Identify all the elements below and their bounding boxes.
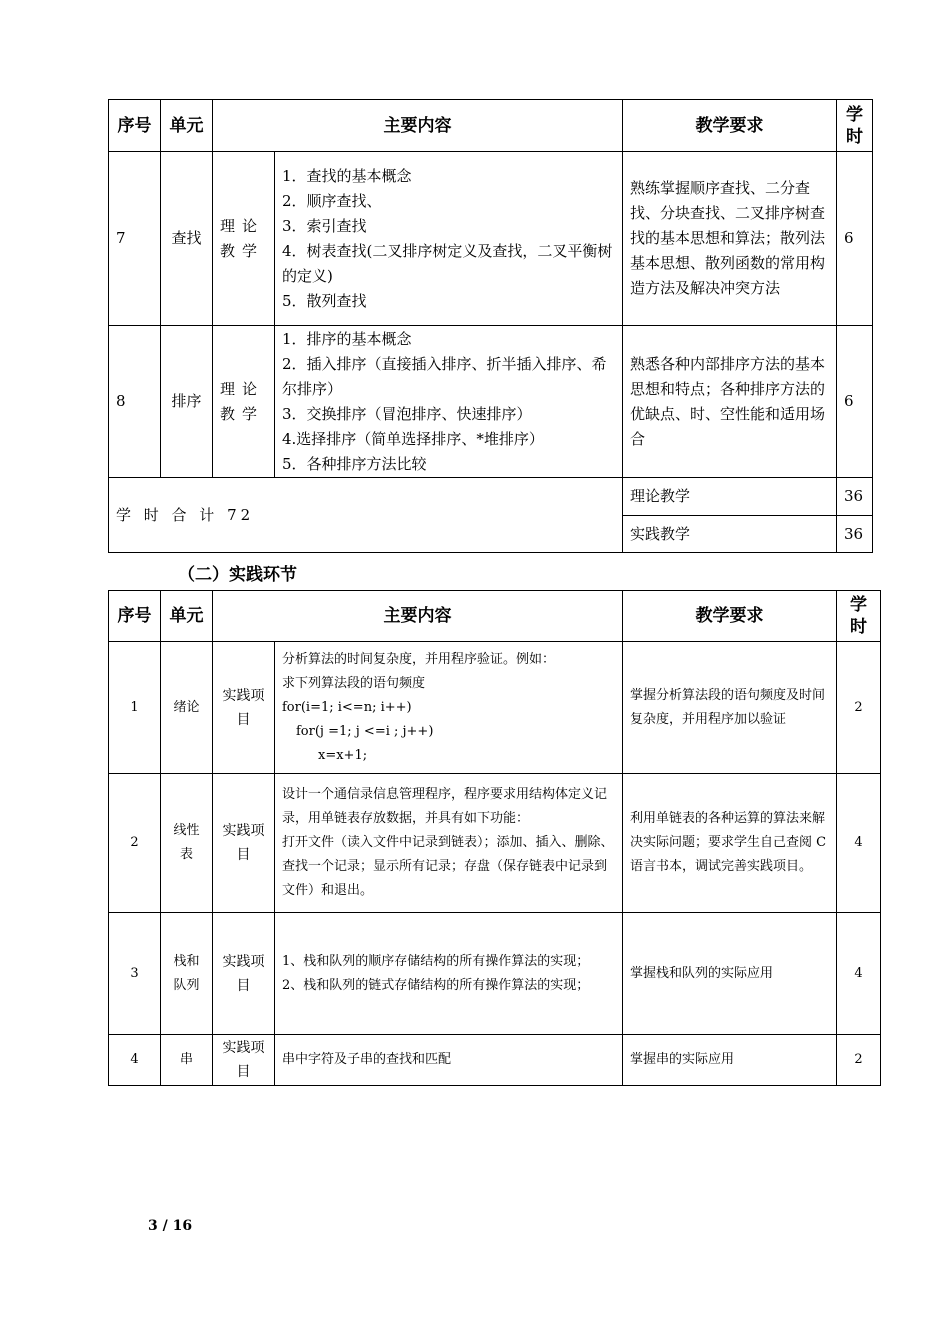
- row-hours: 2: [837, 642, 881, 774]
- header-no: 序号: [109, 100, 161, 152]
- row-type: 理论教学: [213, 326, 275, 478]
- header-unit: 单元: [161, 100, 213, 152]
- content-line: 5．散列查找: [282, 291, 367, 310]
- row-content: [275, 152, 623, 326]
- section-title: （二）实践环节: [178, 565, 297, 585]
- row-type: 实践项目: [213, 1035, 275, 1086]
- content-line: 2．顺序查找、: [282, 191, 382, 210]
- table-row: [109, 642, 881, 774]
- row-requirement: 掌握栈和队列的实际应用: [623, 913, 837, 1035]
- row-unit: 串: [161, 1035, 213, 1086]
- table-row: [109, 152, 873, 326]
- table-row: [109, 326, 873, 478]
- content-line: x=x+1;: [318, 747, 368, 763]
- content-line: 3．交换排序（冒泡排序、快速排序）: [282, 404, 532, 423]
- practice-table: [108, 590, 881, 1086]
- content-line: 分析算法的时间复杂度，并用程序验证。例如：: [282, 651, 556, 667]
- row-no: 4: [109, 1035, 161, 1086]
- content-line: for(i=1; i<=n; i++): [282, 699, 412, 715]
- row-unit: 线性表: [161, 774, 213, 913]
- table-header-row: [109, 100, 873, 152]
- table-row: [109, 913, 881, 1035]
- header-hours: 学时: [837, 591, 881, 642]
- total-row: [109, 478, 873, 516]
- row-hours: 2: [837, 1035, 881, 1086]
- header-content: 主要内容: [213, 100, 623, 152]
- row-unit: 排序: [161, 326, 213, 478]
- row-hours: 4: [837, 913, 881, 1035]
- content-line: 1．排序的基本概念: [282, 329, 412, 348]
- row-hours: 4: [837, 774, 881, 913]
- row-no: 8: [109, 326, 161, 478]
- content-line: 5．各种排序方法比较: [282, 454, 427, 473]
- content-line: for(j =1; j <=i ; j++): [296, 723, 434, 739]
- row-requirement: 掌握分析算法段的语句频度及时间复杂度，并用程序加以验证: [623, 642, 837, 774]
- row-requirement: 掌握串的实际应用: [623, 1035, 837, 1086]
- content-line: 2．插入排序（直接插入排序、折半插入排序、希尔排序）: [282, 354, 607, 398]
- page-number: 3 / 16: [148, 1218, 193, 1234]
- row-type: 理论教学: [213, 152, 275, 326]
- row-content: [275, 774, 623, 913]
- row-unit: 查找: [161, 152, 213, 326]
- header-requirement: 教学要求: [623, 591, 837, 642]
- header-hours: 学时: [837, 100, 873, 152]
- row-no: 3: [109, 913, 161, 1035]
- row-content: [275, 642, 623, 774]
- row-requirement: 熟悉各种内部排序方法的基本思想和特点；各种排序方法的优缺点、时、空性能和适用场合: [623, 326, 837, 478]
- header-content: 主要内容: [213, 591, 623, 642]
- row-hours: 6: [837, 326, 873, 478]
- table-header-row: [109, 591, 881, 642]
- row-requirement: 利用单链表的各种运算的算法来解决实际问题；要求学生自己查阅 C 语言书本，调试完善实践项目。: [623, 774, 837, 913]
- row-no: 2: [109, 774, 161, 913]
- row-unit: 栈和队列: [161, 913, 213, 1035]
- table-row: [109, 1035, 881, 1086]
- row-type: 实践项目: [213, 642, 275, 774]
- theory-table: [108, 99, 873, 553]
- theory-label: 理论教学: [623, 478, 837, 516]
- row-content: [275, 326, 623, 478]
- content-line: 串中字符及子串的查找和匹配: [282, 1052, 452, 1067]
- content-line: 求下列算法段的语句频度: [282, 675, 426, 691]
- practice-hours: 36: [837, 516, 873, 553]
- total-hours-label: 学 时 合 计 72: [109, 478, 623, 553]
- row-no: 7: [109, 152, 161, 326]
- content-line: 1．查找的基本概念: [282, 166, 412, 185]
- content-line: 4.选择排序（简单选择排序、*堆排序）: [282, 429, 544, 448]
- content-line: 1、栈和队列的顺序存储结构的所有操作算法的实现；: [282, 953, 590, 969]
- practice-label: 实践教学: [623, 516, 837, 553]
- header-unit: 单元: [161, 591, 213, 642]
- content-line: 3．索引查找: [282, 216, 367, 235]
- content-line: 设计一个通信录信息管理程序，程序要求用结构体定义记录，用单链表存放数据，并具有如下功能：: [282, 787, 608, 826]
- row-content: [275, 913, 623, 1035]
- row-requirement: 熟练掌握顺序查找、二分查找、分块查找、二叉排序树查找的基本思想和算法；散列法基本思想、散列函数的常用构造方法及解决冲突方法: [623, 152, 837, 326]
- table-row: [109, 774, 881, 913]
- row-unit: 绪论: [161, 642, 213, 774]
- header-no: 序号: [109, 591, 161, 642]
- row-content: [275, 1035, 623, 1086]
- header-requirement: 教学要求: [623, 100, 837, 152]
- theory-hours: 36: [837, 478, 873, 516]
- row-type: 实践项目: [213, 913, 275, 1035]
- row-hours: 6: [837, 152, 873, 326]
- row-no: 1: [109, 642, 161, 774]
- row-type: 实践项目: [213, 774, 275, 913]
- content-line: 2、栈和队列的链式存储结构的所有操作算法的实现；: [282, 977, 590, 993]
- content-line: 打开文件（读入文件中记录到链表）；添加、插入、删除、查找一个记录；显示所有记录；存盘（保存链表中记录到文件）和退出。: [282, 835, 614, 898]
- content-line: 4．树表查找(二叉排序树定义及查找，二叉平衡树的定义): [282, 241, 613, 285]
